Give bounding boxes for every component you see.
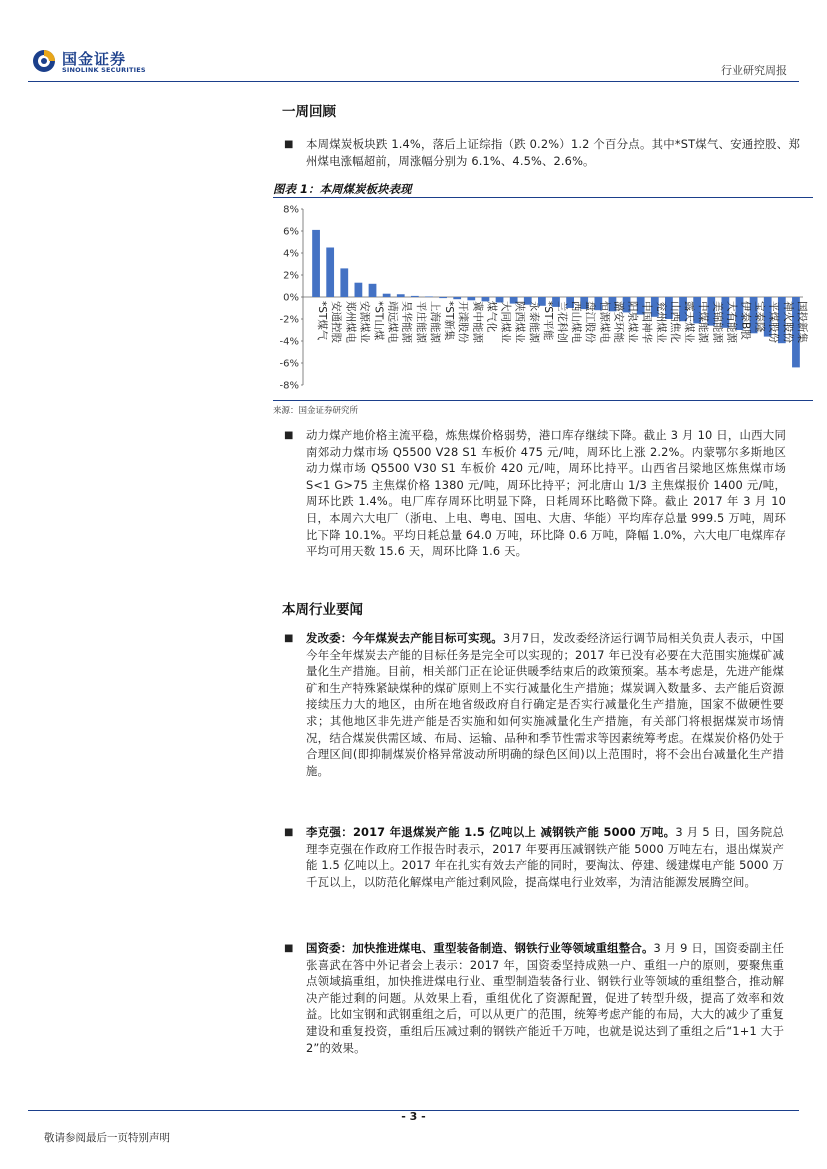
x-category-label: 盘江股份: [584, 301, 597, 343]
x-category-label: 靖远煤电: [386, 301, 399, 343]
x-category-label: 神火股份: [781, 301, 794, 344]
report-type-label: 行业研究周报: [721, 64, 787, 77]
news-item: [306, 940, 784, 1056]
x-category-label: 安通控股: [330, 301, 343, 343]
y-tick-label: 4%: [283, 248, 299, 260]
x-category-label: 兖州煤业: [654, 301, 667, 343]
figure-top-rule: [273, 197, 813, 198]
chart-bar: [397, 294, 405, 297]
x-category-label: 伊泰B股: [739, 301, 752, 340]
x-category-label: 大有能源: [725, 301, 738, 343]
bullet-icon: ■: [284, 827, 294, 838]
bullet-icon: ■: [284, 633, 294, 644]
logo-english-name: SINOLINK SECURITIES: [62, 66, 146, 74]
section-title-industry-news: 本周行业要闻: [282, 602, 363, 618]
x-category-label: 平庄能源: [414, 301, 427, 343]
figure-source: 来源：国金证券研究所: [273, 406, 359, 416]
logo-mark-icon: [32, 49, 56, 73]
x-category-label: 平煤股份: [767, 301, 780, 343]
bullet-icon: ■: [284, 430, 294, 441]
chart-bars: [312, 230, 800, 368]
footer-disclaimer: 敬请参阅最后一页特别声明: [44, 1132, 170, 1144]
x-category-label: 永泰能源: [527, 301, 540, 343]
news-headline: 发改委：今年煤炭去产能目标可实现。: [306, 631, 503, 645]
x-category-label: 开滦股份: [457, 301, 470, 343]
chart-bar: [326, 248, 334, 298]
x-category-label: 宝泰隆: [753, 301, 766, 333]
x-category-label: 山西焦化: [668, 301, 681, 343]
x-category-label: 美锦能源: [711, 301, 724, 343]
chart-x-labels: [316, 301, 809, 343]
review-paragraph-1: 本周煤炭板块跌 1.4%，落后上证综指（跌 0.2%）1.2 个百分点。其中*ST煤气、安通控股、郑州煤电涨幅超前，周涨幅分别为 6.1%、4.5%、2.6%。: [306, 137, 800, 168]
x-category-label: 昊华能源: [400, 301, 413, 343]
news-headline: 李克强：2017 年退煤炭产能 1.5 亿吨以上 减钢铁产能 5000 万吨。: [306, 825, 676, 839]
x-category-label: 中煤能源: [697, 301, 710, 343]
coal-sector-bar-chart: [273, 199, 813, 399]
x-category-label: 露天煤业: [683, 301, 696, 343]
x-category-label: 潞安环能: [612, 301, 625, 343]
x-category-label: 安源煤业: [358, 301, 371, 343]
figure-title: 图表 1：本周煤炭板块表现: [273, 182, 412, 196]
logo-chinese-name: 国金证券: [62, 50, 127, 68]
header-divider: [28, 81, 799, 82]
chart-bar: [411, 296, 419, 297]
page-number: - 3 -: [401, 1110, 426, 1123]
chart-bar: [312, 230, 320, 297]
x-category-label: *ST煤气: [316, 301, 329, 341]
news-body: 3月7日，发改委经济运行调节局相关负责人表示，中国今年全年煤炭去产能的目标任务是完全可以实现的；2017 年已没有必要在大范围实施煤矿减量化生产措施。目前，相关部门正在论证供暖季结束后的政策预案。基本考虑是，先进产能煤矿和生产特殊紧缺煤种的煤矿原则上不实行减量化生产措施；煤炭调入数量多、去产能后资源接续压力大的地区，由所在地省级政府自行确定是否实行减量化生产措施，国家不做硬性要求；其他地区非先进产能是否实施和如何实施减量化生产措施，有关部门将根据煤炭市场情况，结合煤炭供需区域、布局、运输、品种和季节性需求等因素统筹考虑。在煤炭价格仍处于合理区间(即抑制煤炭价格异常波动所明确的绿色区间)以上范围时，将不会出台减量化生产措施。: [306, 631, 784, 778]
x-category-label: 阳泉煤业: [626, 301, 639, 343]
x-category-label: *ST新集: [443, 301, 456, 341]
y-tick-label: -4%: [279, 336, 299, 348]
chart-bar: [369, 284, 377, 297]
y-tick-label: 2%: [283, 270, 299, 282]
x-category-label: 上海能源: [428, 301, 441, 343]
news-headline: 国资委：加快推进煤电、重型装备制造、钢铁行业等领域重组整合。: [306, 941, 654, 955]
bullet-icon: ■: [284, 139, 294, 150]
x-category-label: 恒源煤电: [598, 301, 611, 343]
bullet-icon: ■: [284, 943, 294, 954]
news-body: 3 月 5 日，国务院总理李克强在作政府工作报告时表示，2017 年要再压减钢铁产能 5000 万吨左右，退出煤炭产能 1.5 亿吨以上。2017 年在扎实有效去产能的同时，要淘汰、停建、缓建煤电产能 5000 万千瓦以上，以防范化解煤电产能过剩风险，提高煤电行业效率，为清洁能源发展腾空间。: [306, 825, 784, 889]
figure-bottom-rule: [273, 400, 813, 401]
chart-bar: [467, 297, 475, 300]
x-category-label: 陕西煤业: [513, 301, 526, 343]
y-tick-label: 6%: [283, 226, 299, 238]
chart-bar: [383, 294, 391, 297]
x-category-label: 冀中能源: [471, 301, 484, 343]
review-paragraph-2: 动力煤产地价格主流平稳，炼焦煤价格弱势，港口库存继续下降。截止 3 月 10 日，山西大同南郊动力煤市场 Q5500 V28 S1 车板价 475 元/吨，周环比上涨 2.2%。内蒙鄂尔多斯地区动力煤市场 Q5500 V30 S1 车板价 420 元/吨，周环比持平。山西省吕梁地区炼焦煤市场 S<1 G>75 主焦煤价格 1380 元/吨，周环比持平；河北唐山 1/3 主焦煤报价 1400 元/吨，周环比跌 1.4%。电厂库存周环比明显下降，日耗周环比略微下降。截止 2017 年 3 月 10 日，本周六大电厂（浙电、上电、粤电、国电、大唐、华能）平均库存总量 999.5 万吨，周环比下降 10.1%。平均日耗总量 64.0 万吨，环比降 0.6 万吨，降幅 1.0%，六大电厂电煤库存平均可用天数 15.6 天，周环比降 1.6 天。: [306, 428, 786, 559]
x-category-label: 西山煤电: [570, 301, 583, 343]
news-item: [306, 824, 784, 890]
x-category-label: 大同煤业: [499, 301, 512, 343]
y-tick-label: -2%: [279, 314, 299, 326]
chart-bar: [340, 268, 348, 297]
y-tick-label: -6%: [279, 358, 299, 370]
news-item: [306, 630, 784, 779]
x-category-label: *ST山煤: [372, 301, 385, 341]
chart-bar: [355, 283, 363, 297]
y-tick-label: 0%: [283, 292, 299, 304]
x-category-label: 郑州煤电: [344, 301, 357, 343]
y-tick-label: 8%: [283, 204, 299, 216]
y-tick-label: -8%: [279, 380, 299, 392]
news-body: 3 月 9 日，国资委副主任张喜武在答中外记者会上表示：2017 年，国资委坚持成熟一户、重组一户的原则，要聚焦重点领域搞重组，加快推进煤电行业、重型制造装备行业、钢铁行业等领域的重组整合，推动解决产能过剩的问题。从效果上看，重组优化了资源配置，促进了转型升级，提高了效率和效益。比如宝钢和武钢重组之后，可以从更广的范围，统筹考虑产能的布局，大大的减少了重复建设和重复投资，重组后压减过剩的钢铁产能近千万吨，也就是说达到了重组之后“1+1 大于 2”的效果。: [306, 941, 784, 1055]
chart-bar: [439, 297, 447, 298]
chart-bar: [453, 297, 461, 299]
x-category-label: 兰花科创: [556, 301, 568, 343]
x-category-label: 煤气化: [485, 301, 498, 333]
x-category-label: 国投新集: [795, 301, 808, 343]
x-category-label: *ST平能: [541, 301, 554, 341]
x-category-label: 中国神华: [640, 301, 653, 343]
chart-bar: [425, 296, 433, 297]
section-title-week-review: 一周回顾: [282, 104, 336, 120]
